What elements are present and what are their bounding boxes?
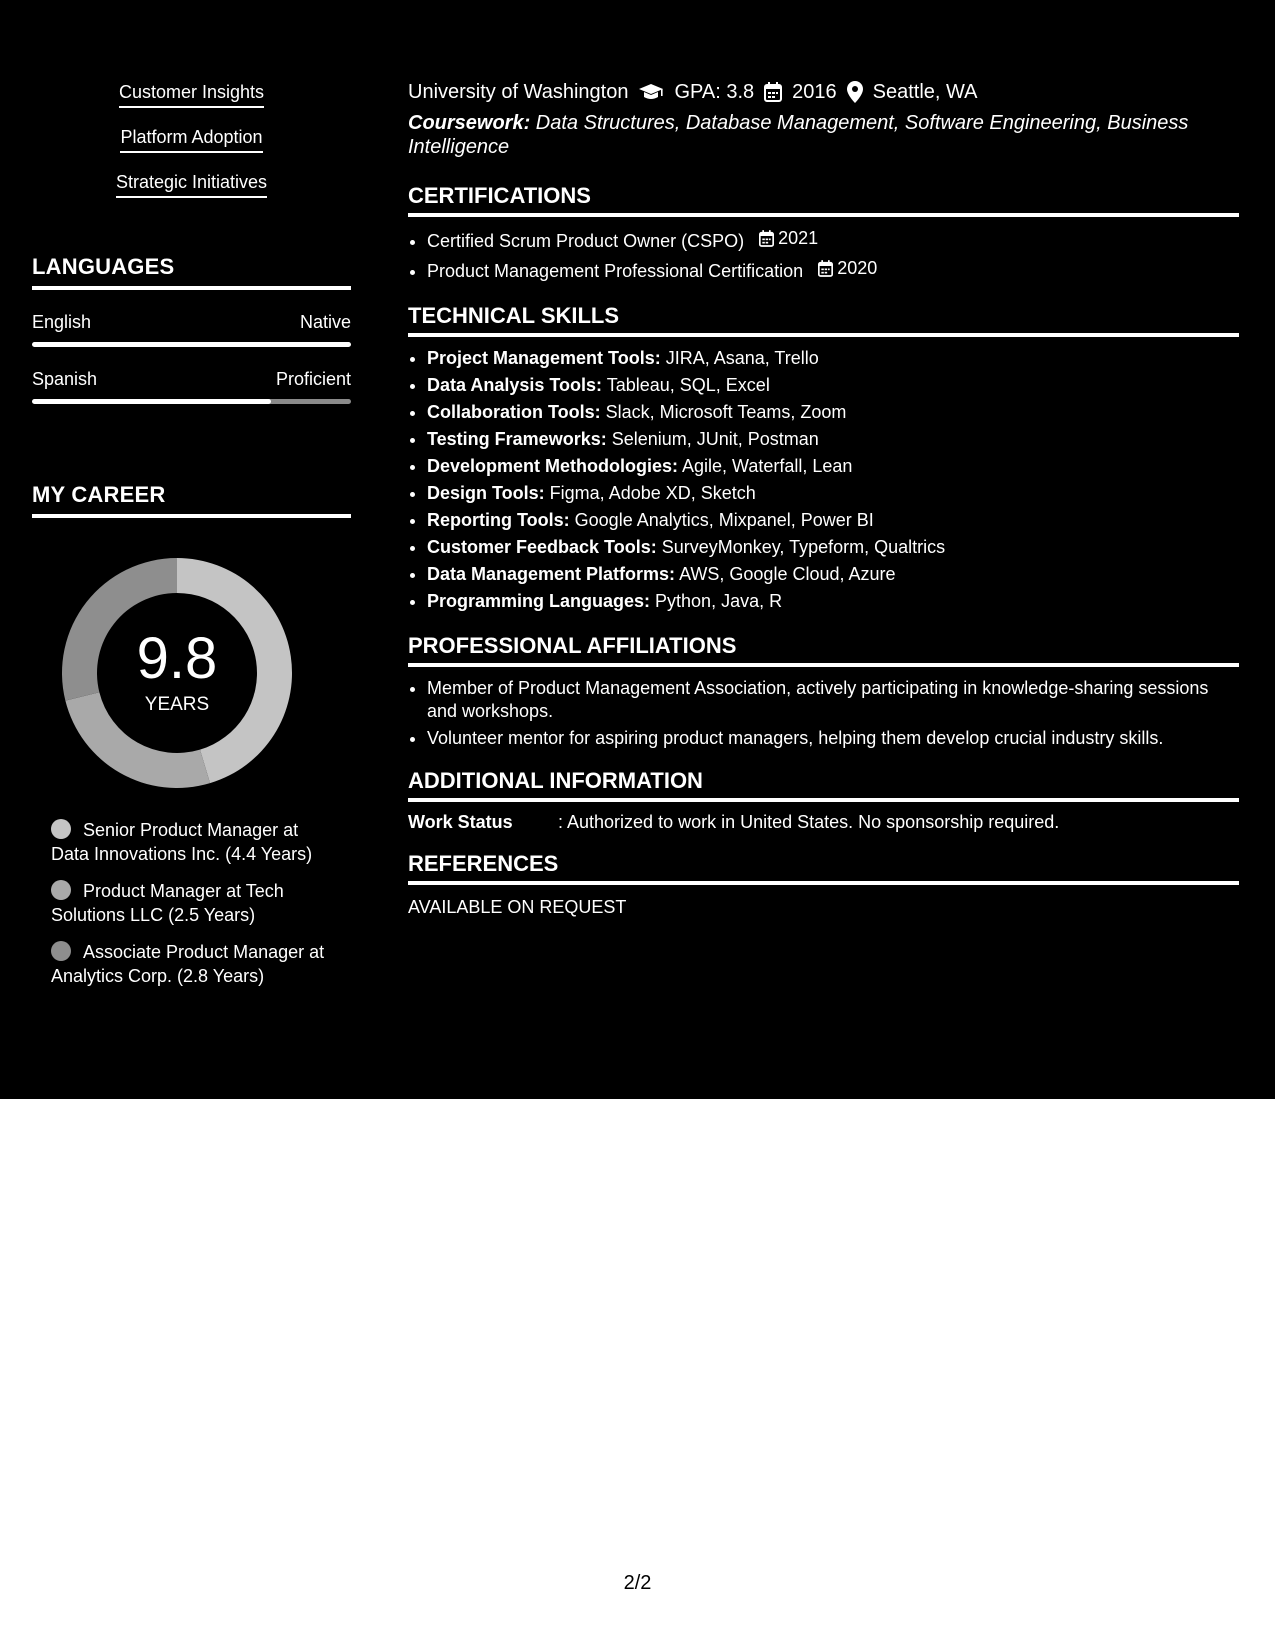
skill-values: Tableau, SQL, Excel [602,375,770,395]
language-level: Proficient [275,369,351,389]
calendar-icon [764,82,782,102]
skill-values: Python, Java, R [650,591,783,611]
page-number: 2/2 [623,1572,652,1594]
strength-item: Platform Adoption [120,127,262,153]
language-proficiency-bar [32,399,351,404]
work-status-row [408,812,1239,833]
strength-item: Strategic Initiatives [116,172,267,198]
skill-values: Agile, Waterfall, Lean [678,456,853,476]
skill-category: Development Methodologies: [427,456,679,476]
affiliations-title: PROFESSIONAL AFFILIATIONS [408,633,1239,667]
language-entry [32,312,351,347]
skill-values: Google Analytics, Mixpanel, Power BI [569,510,874,530]
career-role-label: Product Manager at Tech Solutions LLC (2.5 Years) [51,881,284,925]
career-role-label: Senior Product Manager at Data Innovations Inc. (4.4 Years) [51,820,313,864]
skill-values: SurveyMonkey, Typeform, Qualtrics [656,537,946,557]
skill-values: Selenium, JUnit, Postman [606,429,819,449]
skill-category: Testing Frameworks: [427,429,607,449]
skill-item [427,401,1239,424]
career-donut-chart [62,558,292,788]
career-title: MY CAREER [32,482,351,518]
left-column [32,82,351,1001]
skill-item [427,536,1239,559]
education-line [408,79,1239,105]
skill-item [427,347,1239,370]
career-role-label: Associate Product Manager at Analytics Corp. (2.8 Years) [51,942,325,986]
technical-skills-title: TECHNICAL SKILLS [408,303,1239,337]
coursework-text: Data Structures, Database Management, Software Engineering, Business Intelligence [408,112,1189,158]
skill-category: Data Analysis Tools: [427,375,603,395]
school-name: University of Washington [408,80,629,103]
skill-values: Slack, Microsoft Teams, Zoom [600,402,847,422]
calendar-icon [818,260,833,277]
skill-category: Reporting Tools: [427,510,570,530]
skill-category: Design Tools: [427,483,545,503]
certification-item [427,257,1239,283]
graduation-cap-icon [638,83,664,101]
certification-year: 2021 [778,228,819,248]
skill-item [427,374,1239,397]
affiliations-list [408,677,1239,750]
certification-year: 2020 [837,258,878,278]
skill-category: Programming Languages: [427,591,651,611]
education-gpa: GPA: 3.8 [674,80,755,103]
work-status-value: : Authorized to work in United States. No sponsorship required. [558,812,1060,832]
career-legend [32,818,351,988]
language-proficiency-fill [32,399,271,404]
coursework [408,111,1239,159]
calendar-icon [759,230,774,247]
language-row [32,369,351,390]
strengths-list [32,82,351,217]
language-level: Native [299,312,351,332]
skill-item [427,428,1239,451]
certification-name: Product Management Professional Certification [427,261,804,281]
language-proficiency-bar [32,342,351,347]
skill-item [427,590,1239,613]
education-year: 2016 [792,80,837,103]
technical-skills-list [408,347,1239,613]
certifications-title: CERTIFICATIONS [408,183,1239,217]
language-entry [32,369,351,404]
right-column [408,79,1239,918]
skill-item [427,563,1239,586]
skill-category: Project Management Tools: [427,348,661,368]
skill-values: JIRA, Asana, Trello [660,348,819,368]
language-name: Spanish [32,369,98,389]
affiliation-item: • Volunteer mentor for aspiring product managers, helping them develop crucial industry skills. [427,727,1239,750]
legend-dot [51,819,71,839]
language-row [32,312,351,333]
location-pin-icon [847,81,863,103]
references-text: AVAILABLE ON REQUEST [408,897,627,917]
skill-values: AWS, Google Cloud, Azure [675,564,896,584]
skill-item [427,455,1239,478]
language-name: English [32,312,92,332]
language-proficiency-fill [32,342,351,347]
skill-item [427,482,1239,505]
strength-item: Customer Insights [119,82,264,108]
education-location: Seattle, WA [872,80,978,103]
career-total-value: 9.8 [136,626,218,691]
legend-dot [51,941,71,961]
skill-item [427,509,1239,532]
skill-category: Customer Feedback Tools: [427,537,657,557]
skill-values: Figma, Adobe XD, Sketch [544,483,756,503]
work-status-label: Work Status [408,812,513,832]
certifications-list [408,227,1239,283]
skill-category: Data Management Platforms: [427,564,676,584]
career-legend-item [51,818,331,866]
certification-name: Certified Scrum Product Owner (CSPO) [427,231,745,251]
career-total-unit: YEARS [144,694,210,715]
coursework-label: Coursework: [408,112,531,134]
skill-category: Collaboration Tools: [427,402,601,422]
career-legend-item [51,879,331,927]
references-title: REFERENCES [408,851,1239,885]
legend-dot [51,880,71,900]
languages-title: LANGUAGES [32,254,351,290]
affiliation-item: • Member of Product Management Association, actively participating in knowledge-sharing sessions and workshops. [427,677,1239,723]
certification-item [427,227,1239,253]
career-legend-item [51,940,331,988]
additional-information-title: ADDITIONAL INFORMATION [408,768,1239,802]
